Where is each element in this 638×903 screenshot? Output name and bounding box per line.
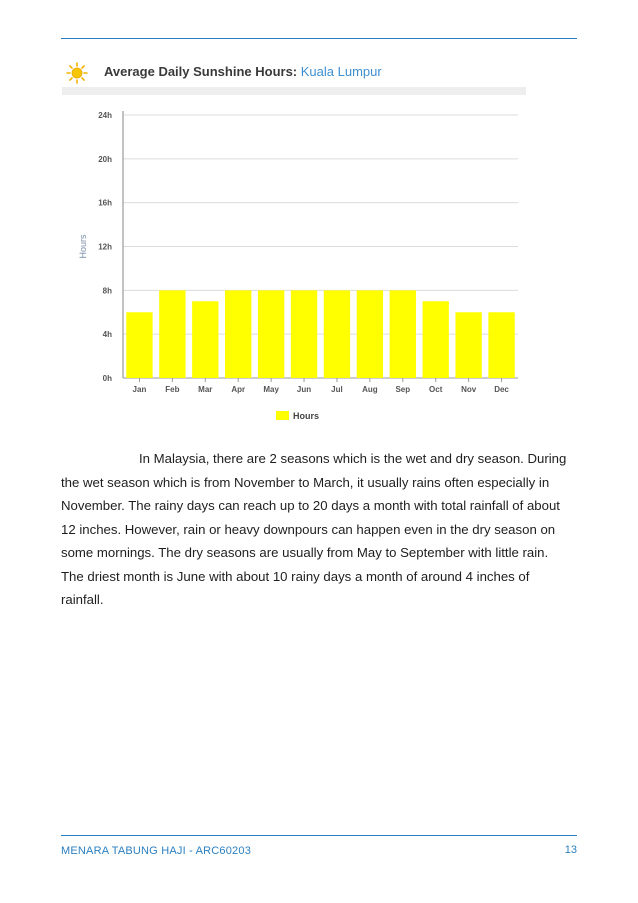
chart-plot xyxy=(62,58,526,438)
bar-jul xyxy=(324,290,350,378)
y-tick-label: 16h xyxy=(98,198,112,208)
bar-jun xyxy=(291,290,317,378)
bar-aug xyxy=(357,290,383,378)
y-axis-label: Hours xyxy=(78,234,88,259)
x-tick-label: Aug xyxy=(362,385,378,394)
chart-city: Kuala Lumpur xyxy=(300,64,382,79)
x-tick-label: Oct xyxy=(429,385,443,394)
y-tick-label: 12h xyxy=(98,242,112,252)
top-rule xyxy=(61,38,577,39)
x-tick-label: Jun xyxy=(296,385,312,394)
bar-nov xyxy=(455,312,481,378)
x-tick-label: Apr xyxy=(231,385,246,394)
x-tick-label: Jan xyxy=(132,385,147,394)
footer-label: MENARA TABUNG HAJI - ARC60203 xyxy=(61,845,252,857)
bottom-rule xyxy=(61,835,577,836)
bar-feb xyxy=(159,290,185,378)
x-tick-label: May xyxy=(263,385,279,394)
sunshine-chart xyxy=(62,58,526,438)
chart-title-text: Average Daily Sunshine Hours: xyxy=(104,64,298,79)
x-tick-label: Nov xyxy=(461,385,477,394)
legend-label: Hours xyxy=(293,411,320,421)
bar-dec xyxy=(488,312,514,378)
bar-may xyxy=(258,290,284,378)
bar-sep xyxy=(390,290,416,378)
x-tick-label: Sep xyxy=(395,385,411,394)
legend-swatch xyxy=(276,411,289,420)
x-tick-label: Dec xyxy=(494,385,509,394)
x-tick-label: Jul xyxy=(331,385,343,394)
bar-apr xyxy=(225,290,251,378)
y-tick-label: 24h xyxy=(98,111,112,120)
y-tick-label: 4h xyxy=(102,330,112,340)
x-tick-label: Feb xyxy=(165,385,180,394)
bar-mar xyxy=(192,301,218,378)
bar-jan xyxy=(126,312,152,378)
bar-oct xyxy=(423,301,449,378)
y-tick-label: 20h xyxy=(98,154,112,164)
body-paragraph: In Malaysia, there are 2 seasons which is the wet and dry season. During the wet season which is from November to March, it usually rains often especially in November. The rainy days can reach up to 20 days a month with total rainfall of about 12 inches. However, rain or heavy downpours can happen even in the dry season on some mornings. The dry seasons are usually from May to September with little rain. The driest month is June with about 10 rainy days a month of around 4 inches of rainfall. xyxy=(61,451,567,607)
y-tick-label: 8h xyxy=(102,286,112,296)
page-number: 13 xyxy=(564,844,577,856)
x-tick-label: Mar xyxy=(198,385,213,394)
y-tick-label: 0h xyxy=(102,374,112,383)
